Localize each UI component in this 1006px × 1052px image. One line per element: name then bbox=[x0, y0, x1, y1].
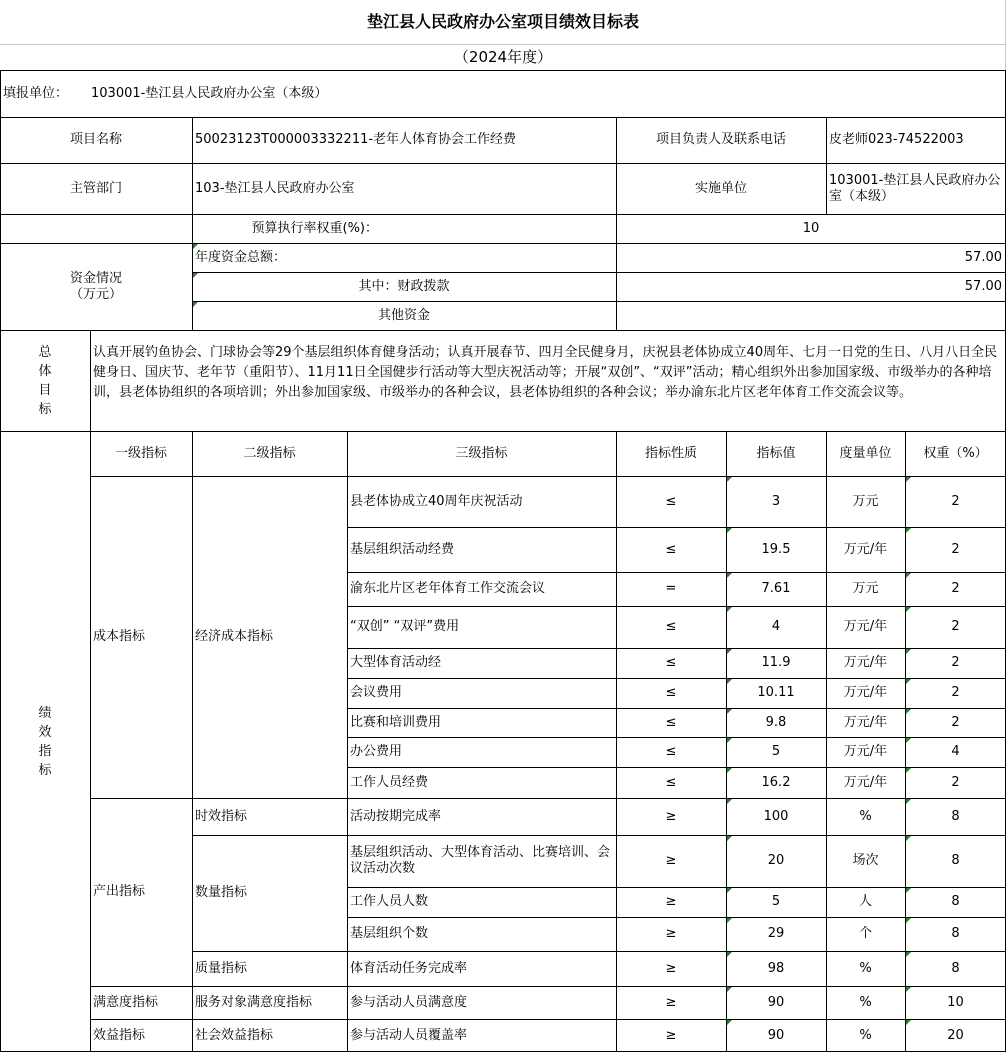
cell-marker bbox=[906, 918, 911, 923]
indicator-value: 20 bbox=[767, 853, 785, 868]
cell-marker bbox=[906, 888, 911, 893]
header-weight: 权重（%） bbox=[923, 445, 988, 461]
level2-economic-cost: 经济成本指标 bbox=[195, 629, 274, 644]
indicator-unit: 万元/年 bbox=[843, 774, 888, 790]
header-level1: 一级指标 bbox=[114, 445, 167, 461]
cell-marker bbox=[906, 836, 911, 841]
grid-line bbox=[192, 272, 1006, 273]
level1-benefit: 效益指标 bbox=[93, 1027, 146, 1043]
cell-marker bbox=[727, 952, 732, 957]
year-subtitle: （2024年度） bbox=[453, 48, 553, 66]
indicator-operator: ≤ bbox=[665, 685, 677, 700]
cell-marker bbox=[906, 573, 911, 578]
cell-marker bbox=[193, 302, 198, 307]
indicator-weight: 20 bbox=[947, 1027, 964, 1043]
grid-line bbox=[0, 117, 1006, 118]
indicator-value: 100 bbox=[763, 808, 789, 824]
level2-service-satisfaction: 服务对象满意度指标 bbox=[195, 994, 313, 1010]
indicator-name: 体育活动任务完成率 bbox=[350, 960, 468, 976]
indicator-operator: ≤ bbox=[665, 774, 677, 790]
grid-line bbox=[90, 476, 1006, 477]
indicator-weight: 8 bbox=[951, 853, 960, 868]
perf-label-text: 绩效指标 bbox=[38, 705, 52, 778]
indicator-name: 比赛和培训费用 bbox=[350, 714, 442, 730]
cell-marker bbox=[906, 738, 911, 743]
indicator-weight: 2 bbox=[951, 619, 960, 634]
header-level2: 二级指标 bbox=[243, 445, 296, 461]
indicator-name: 县老体协成立40周年庆祝活动 bbox=[350, 493, 523, 509]
indicator-value: 98 bbox=[767, 960, 785, 976]
grid-line bbox=[0, 431, 1006, 432]
cell-marker bbox=[906, 679, 911, 684]
indicator-name: 工作人员人数 bbox=[350, 894, 429, 909]
indicator-weight: 4 bbox=[951, 744, 960, 759]
goal-text: 认真开展钓鱼协会、门球协会等29个基层组织体育健身活动；认真开展春节、四月全民健身月，庆祝县老体协成立40周年、七月一日党的生日、八月八日全民健身日、国庆节、老年节（重阳节）、11月11日全国健步行活动等大型庆祝活动等；开展“双创”、“双评”活动；精心组织外出参加国家级、市级举办的各种培训，县老体协组织的各项培训；外出参加国家级、市级举办的各种会议，县老体协组织的各种会议；举办渝东北片区老年体育工作交流会议等。 bbox=[93, 345, 998, 400]
indicator-unit: 万元/年 bbox=[843, 714, 888, 730]
indicator-operator: ≤ bbox=[665, 619, 677, 634]
indicator-operator: ≤ bbox=[665, 541, 677, 557]
cell-marker bbox=[727, 738, 732, 743]
indicator-operator: ≥ bbox=[665, 853, 677, 868]
cell-marker bbox=[906, 799, 911, 804]
indicator-name: 基层组织活动、大型体育活动、比赛培训、会议活动次数 bbox=[350, 845, 611, 876]
indicator-operator: = bbox=[665, 581, 677, 596]
header-unit: 度量单位 bbox=[839, 445, 892, 461]
grid-line bbox=[90, 798, 347, 799]
cell-marker bbox=[727, 649, 732, 654]
grid-line bbox=[0, 70, 1006, 71]
level1-satisfaction: 满意度指标 bbox=[93, 994, 159, 1010]
funds-fiscal-value: 57.00 bbox=[964, 278, 1002, 294]
level2-timeliness: 时效指标 bbox=[195, 808, 248, 824]
cell-marker bbox=[193, 273, 198, 278]
grid-line bbox=[90, 330, 91, 1052]
indicator-weight: 2 bbox=[951, 493, 960, 509]
indicator-value: 3 bbox=[771, 493, 781, 509]
unit-value: 103001-垫江县人民政府办公室（本级） bbox=[91, 85, 328, 101]
indicator-unit: % bbox=[859, 808, 872, 824]
header-nature: 指标性质 bbox=[644, 445, 697, 461]
indicator-value: 29 bbox=[767, 926, 785, 941]
grid-line bbox=[0, 44, 1006, 45]
unit-label: 填报单位： bbox=[3, 85, 69, 101]
goal-label-text: 总体目标 bbox=[38, 344, 52, 417]
indicator-name: 办公费用 bbox=[350, 744, 403, 759]
indicator-name: 工作人员经费 bbox=[350, 774, 429, 790]
funds-label-line2: （万元） bbox=[69, 286, 122, 302]
budget-weight-label: 预算执行率权重(%)： bbox=[251, 220, 378, 236]
indicator-unit: 万元/年 bbox=[843, 655, 888, 670]
cell-marker bbox=[906, 709, 911, 714]
dept-label: 主管部门 bbox=[69, 180, 122, 196]
indicator-value: 4 bbox=[771, 619, 781, 634]
cell-marker bbox=[906, 477, 911, 482]
cell-marker bbox=[906, 649, 911, 654]
cell-marker bbox=[727, 709, 732, 714]
impl-value: 103001-垫江县人民政府办公室（本级） bbox=[829, 172, 1001, 204]
level2-quality: 质量指标 bbox=[195, 960, 248, 976]
grid-line bbox=[192, 301, 1006, 302]
project-name-label: 项目名称 bbox=[69, 132, 122, 147]
funds-other-label: 其他资金 bbox=[377, 307, 430, 323]
indicator-unit: 场次 bbox=[852, 853, 879, 868]
funds-other-value bbox=[616, 301, 1006, 330]
indicator-value: 5 bbox=[771, 894, 781, 909]
indicator-name: “双创” “双评”费用 bbox=[350, 619, 460, 634]
indicator-value: 5 bbox=[771, 744, 781, 759]
cell-marker bbox=[727, 888, 732, 893]
indicator-value: 16.2 bbox=[761, 774, 791, 790]
cell-marker bbox=[727, 836, 732, 841]
funds-label bbox=[0, 243, 192, 330]
indicator-value: 9.8 bbox=[765, 714, 787, 730]
funds-fiscal-label: 其中：财政拨款 bbox=[358, 278, 450, 294]
indicator-value: 11.9 bbox=[761, 655, 791, 670]
indicator-weight: 2 bbox=[951, 685, 960, 700]
indicator-unit: 人 bbox=[858, 894, 872, 909]
budget-weight-value: 10 bbox=[802, 220, 820, 236]
grid-line bbox=[192, 835, 347, 836]
indicator-name: 参与活动人员覆盖率 bbox=[350, 1027, 468, 1043]
grid-line bbox=[192, 117, 193, 330]
funds-total-label: 年度资金总额： bbox=[195, 249, 287, 265]
indicator-weight: 8 bbox=[951, 808, 960, 824]
indicator-operator: ≤ bbox=[665, 744, 677, 759]
indicator-weight: 10 bbox=[947, 994, 964, 1010]
cell-marker bbox=[727, 768, 732, 773]
indicator-operator: ≥ bbox=[665, 994, 677, 1010]
grid-line bbox=[0, 70, 1, 1052]
indicator-unit: 万元/年 bbox=[843, 685, 888, 700]
indicator-weight: 8 bbox=[951, 926, 960, 941]
cell-marker bbox=[727, 528, 732, 533]
cell-marker bbox=[906, 528, 911, 533]
cell-marker bbox=[906, 1020, 911, 1025]
indicator-operator: ≤ bbox=[665, 493, 677, 509]
header-value: 指标值 bbox=[756, 445, 796, 461]
indicator-name: 活动按期完成率 bbox=[350, 808, 442, 824]
indicator-weight: 8 bbox=[951, 894, 960, 909]
contact-value: 皮老师023-74522003 bbox=[829, 132, 964, 147]
cell-marker bbox=[727, 477, 732, 482]
indicator-operator: ≥ bbox=[665, 1027, 677, 1043]
indicator-name: 会议费用 bbox=[350, 685, 403, 700]
cell-marker bbox=[727, 1020, 732, 1025]
cell-marker bbox=[727, 573, 732, 578]
grid-line bbox=[347, 431, 348, 1052]
grid-line bbox=[616, 431, 617, 1052]
header-level3: 三级指标 bbox=[455, 445, 508, 461]
indicator-value: 90 bbox=[767, 994, 785, 1010]
indicator-weight: 2 bbox=[951, 581, 960, 596]
indicator-unit: 万元/年 bbox=[843, 619, 888, 634]
indicator-weight: 2 bbox=[951, 714, 960, 730]
cell-marker bbox=[193, 244, 198, 249]
perf-label bbox=[0, 431, 90, 1052]
indicator-operator: ≥ bbox=[665, 894, 677, 909]
indicator-unit: 万元 bbox=[852, 493, 879, 509]
grid-line bbox=[0, 214, 1006, 215]
level1-cost: 成本指标 bbox=[93, 629, 146, 644]
contact-label: 项目负责人及联系电话 bbox=[655, 132, 786, 147]
cell-marker bbox=[727, 987, 732, 992]
indicator-unit: % bbox=[859, 1027, 872, 1043]
grid-line bbox=[0, 163, 1006, 164]
indicator-operator: ≤ bbox=[665, 714, 677, 730]
indicator-name: 大型体育活动经 bbox=[350, 655, 442, 670]
indicator-operator: ≥ bbox=[665, 960, 677, 976]
indicator-operator: ≥ bbox=[665, 808, 677, 824]
cell-marker bbox=[906, 607, 911, 612]
funds-total-value: 57.00 bbox=[964, 249, 1002, 265]
grid-line bbox=[90, 1019, 347, 1020]
grid-line bbox=[0, 243, 1006, 244]
grid-line bbox=[616, 117, 617, 330]
indicator-value: 7.61 bbox=[761, 581, 791, 596]
level2-social-benefit: 社会效益指标 bbox=[195, 1027, 274, 1043]
page-title: 垫江县人民政府办公室项目绩效目标表 bbox=[366, 12, 639, 31]
project-name-value: 50023123T000003332211-老年人体育协会工作经费 bbox=[195, 132, 517, 147]
indicator-unit: 个 bbox=[858, 926, 872, 941]
indicator-unit: 万元/年 bbox=[843, 744, 888, 759]
cell-marker bbox=[906, 768, 911, 773]
indicator-name: 渝东北片区老年体育工作交流会议 bbox=[350, 581, 546, 596]
indicator-name: 基层组织活动经费 bbox=[350, 541, 455, 557]
indicator-unit: 万元 bbox=[852, 581, 879, 596]
grid-line bbox=[826, 431, 827, 1052]
grid-line bbox=[192, 431, 193, 1052]
cell-marker bbox=[727, 679, 732, 684]
indicator-weight: 2 bbox=[951, 655, 960, 670]
indicator-value: 10.11 bbox=[757, 685, 795, 700]
indicator-weight: 8 bbox=[951, 960, 960, 976]
grid-line bbox=[192, 951, 347, 952]
indicator-weight: 2 bbox=[951, 774, 960, 790]
cell-marker bbox=[727, 799, 732, 804]
cell-marker bbox=[727, 918, 732, 923]
indicator-name: 基层组织个数 bbox=[350, 926, 429, 941]
indicator-unit: % bbox=[859, 960, 872, 976]
goal-label bbox=[0, 330, 90, 431]
indicator-unit: % bbox=[859, 994, 872, 1010]
indicator-operator: ≤ bbox=[665, 655, 677, 670]
cell-marker bbox=[906, 952, 911, 957]
impl-label: 实施单位 bbox=[694, 180, 747, 196]
indicator-operator: ≥ bbox=[665, 926, 677, 941]
grid-line bbox=[90, 986, 347, 987]
funds-label-line1: 资金情况 bbox=[69, 270, 122, 286]
level2-quantity: 数量指标 bbox=[195, 885, 248, 900]
indicator-name: 参与活动人员满意度 bbox=[350, 994, 468, 1010]
dept-value: 103-垫江县人民政府办公室 bbox=[195, 180, 355, 196]
grid-line bbox=[826, 117, 827, 214]
indicator-unit: 万元/年 bbox=[843, 541, 888, 557]
indicator-value: 90 bbox=[767, 1027, 785, 1043]
indicator-value: 19.5 bbox=[761, 541, 791, 557]
level1-output: 产出指标 bbox=[93, 884, 146, 899]
cell-marker bbox=[906, 987, 911, 992]
indicator-weight: 2 bbox=[951, 541, 960, 557]
cell-marker bbox=[727, 607, 732, 612]
grid-line bbox=[0, 330, 1006, 331]
